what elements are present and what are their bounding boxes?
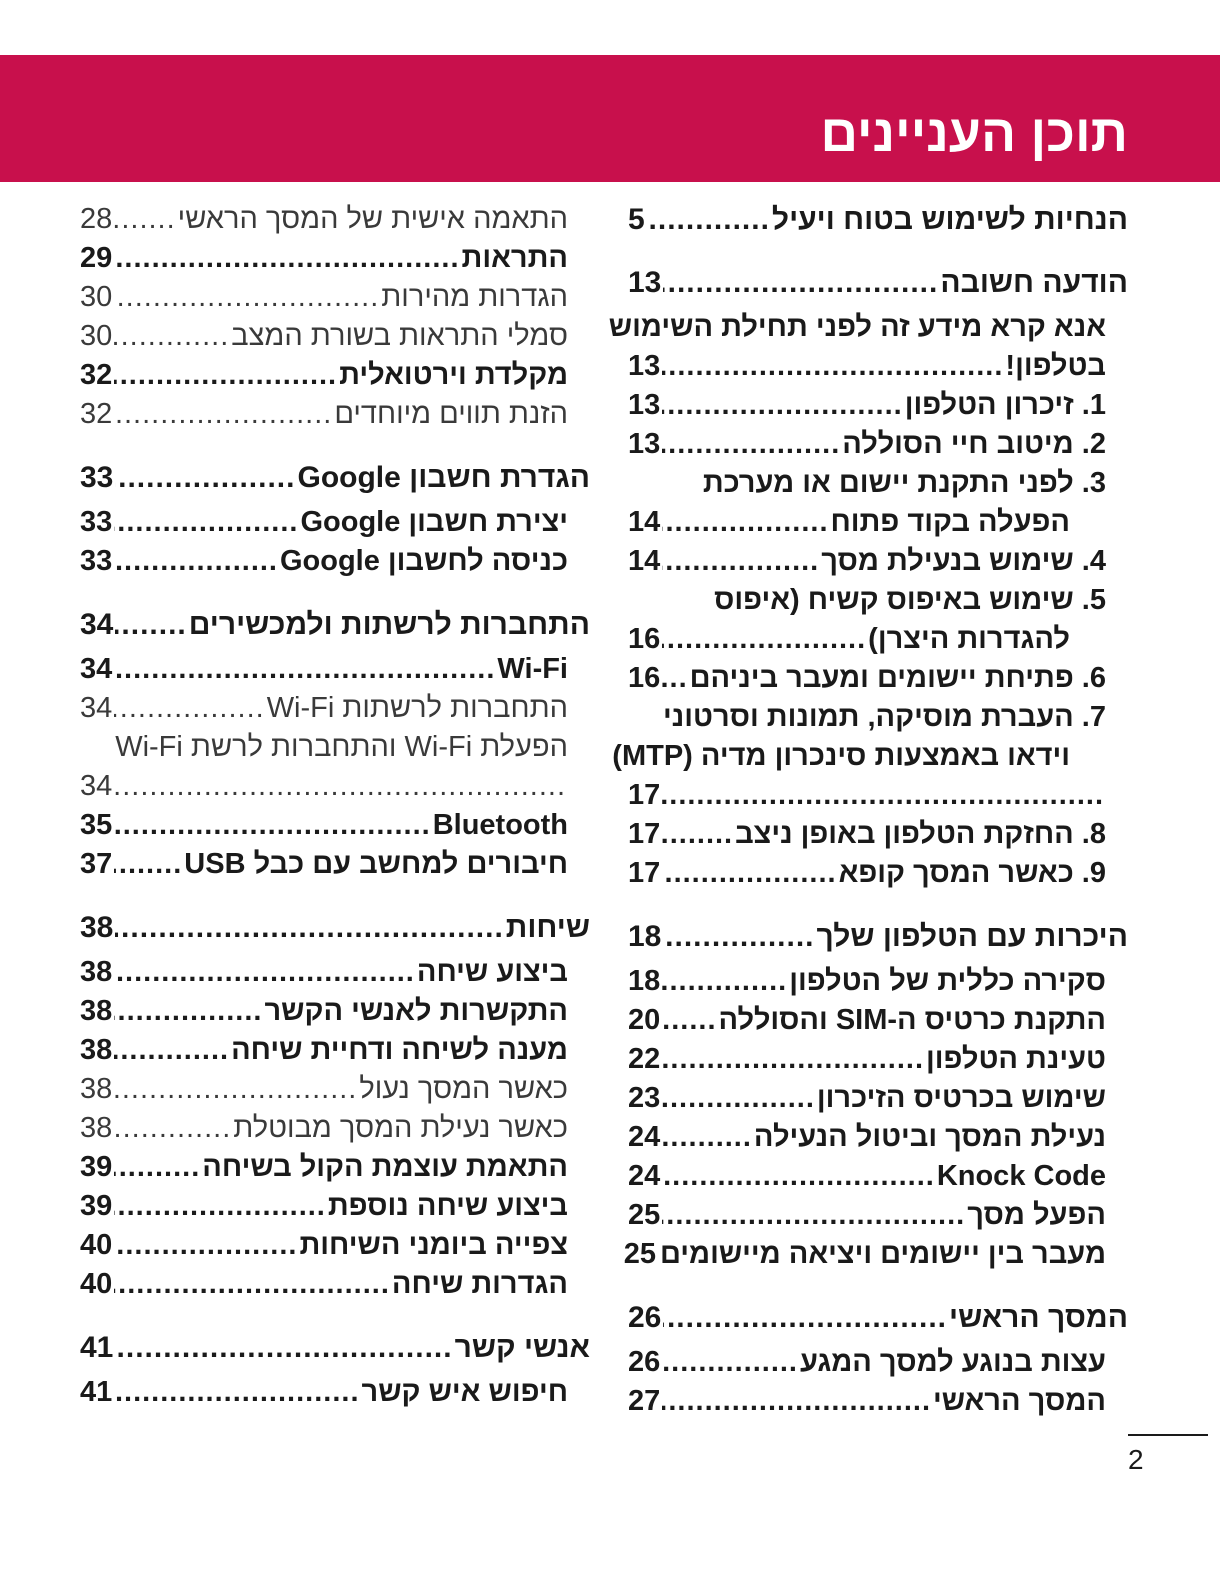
toc-page-number: 38 bbox=[80, 995, 113, 1027]
dot-leader bbox=[647, 200, 770, 239]
toc-section[interactable] bbox=[80, 1328, 590, 1367]
dot-leader bbox=[114, 953, 415, 992]
toc-entry[interactable] bbox=[80, 356, 590, 395]
toc-entry-title: התאמת עוצמת הקול בשיחה bbox=[202, 1151, 568, 1183]
toc-page-number: 38 bbox=[80, 956, 113, 988]
toc-entry[interactable] bbox=[80, 650, 590, 689]
toc-entry-title: בטלפון! bbox=[1005, 350, 1106, 382]
toc-page-number: 32 bbox=[80, 398, 113, 430]
toc-entry-title: התחברות לרשתות ולמכשירים bbox=[188, 608, 590, 641]
dot-leader bbox=[114, 689, 264, 728]
toc-entry-title: הגדרות מהירות bbox=[381, 281, 568, 313]
toc-entry-title: כניסה לחשבון Google bbox=[279, 545, 568, 577]
toc-entry[interactable] bbox=[628, 620, 1128, 659]
toc-page-number: 40 bbox=[80, 1229, 113, 1261]
toc-entry[interactable] bbox=[628, 386, 1128, 425]
toc-page-number: 13 bbox=[628, 350, 661, 382]
dot-leader bbox=[662, 503, 828, 542]
toc-entry-title: Bluetooth bbox=[432, 809, 568, 841]
dot-leader bbox=[114, 1373, 359, 1412]
toc-entry-title: נעילת המסך וביטול הנעילה bbox=[753, 1121, 1106, 1153]
toc-page-number: 22 bbox=[628, 1043, 661, 1075]
toc-page-number: 34 bbox=[80, 770, 113, 802]
dot-leader bbox=[114, 200, 175, 239]
toc-page-number: 20 bbox=[628, 1004, 661, 1036]
toc-entry[interactable] bbox=[80, 992, 590, 1031]
toc-entry-title: Knock Code bbox=[936, 1160, 1106, 1192]
toc-entry-title: הגדרת חשבון Google bbox=[297, 461, 590, 494]
page-title: תוכן העניינים bbox=[820, 105, 1128, 163]
toc-entry[interactable] bbox=[80, 395, 590, 434]
toc-page-number: 33 bbox=[80, 545, 113, 577]
toc-page-number: 18 bbox=[628, 965, 661, 997]
toc-entry-title: הודעה חשובה bbox=[940, 266, 1128, 299]
dot-leader bbox=[114, 356, 337, 395]
dot-leader bbox=[663, 263, 938, 302]
toc-entry-title: המסך הראשי bbox=[933, 1385, 1106, 1417]
toc-entry[interactable] bbox=[628, 1382, 1128, 1421]
toc-entry-title: חיבורים למחשב עם כבל USB bbox=[184, 848, 568, 880]
toc-page-number: 34 bbox=[80, 653, 113, 685]
toc-entry[interactable] bbox=[80, 806, 590, 845]
toc-entry-title: המסך הראשי bbox=[949, 1301, 1128, 1334]
toc-entry[interactable] bbox=[80, 1373, 590, 1412]
dot-leader bbox=[662, 854, 836, 893]
dot-leader bbox=[115, 1328, 452, 1367]
toc-entry[interactable] bbox=[80, 1070, 590, 1109]
dot-leader bbox=[114, 278, 379, 317]
toc-page-number: 34 bbox=[80, 608, 114, 641]
toc-entry-title: שימוש בכרטיס הזיכרון bbox=[816, 1082, 1106, 1114]
toc-entry-line[interactable]: אנא קרא מידע זה לפני תחילת השימוש bbox=[608, 311, 1106, 343]
toc-entry-title: 9. כאשר המסך קופא bbox=[838, 857, 1106, 889]
toc-page-number: 28 bbox=[80, 203, 113, 235]
toc-section[interactable] bbox=[628, 200, 1128, 239]
dot-leader bbox=[662, 1382, 931, 1421]
toc-entry[interactable] bbox=[628, 1118, 1128, 1157]
toc-page-number: 16 bbox=[628, 623, 661, 655]
toc-section[interactable] bbox=[628, 1298, 1128, 1337]
toc-entry-line[interactable]: 7. העברת מוסיקה, תמונות וסרטוני bbox=[663, 701, 1106, 733]
toc-entry-title: ביצוע שיחה נוספת bbox=[327, 1190, 568, 1222]
toc-entry[interactable] bbox=[80, 200, 590, 239]
toc-page-number: 37 bbox=[80, 848, 113, 880]
toc-entry[interactable] bbox=[80, 317, 590, 356]
dot-leader bbox=[662, 620, 866, 659]
dot-leader bbox=[662, 347, 1003, 386]
toc-entry[interactable] bbox=[628, 1157, 1128, 1196]
toc-entry[interactable] bbox=[628, 659, 1128, 698]
toc-entry-title: התקנת כרטיס ה-SIM והסוללה bbox=[718, 1004, 1106, 1036]
dot-leader bbox=[662, 1196, 965, 1235]
toc-entry[interactable] bbox=[628, 1343, 1128, 1382]
dot-leader bbox=[114, 1226, 297, 1265]
page-number: 2 bbox=[1128, 1444, 1144, 1475]
dot-leader bbox=[662, 1079, 815, 1118]
dot-leader bbox=[114, 1031, 229, 1070]
toc-page-number: 38 bbox=[80, 911, 114, 944]
toc-column-left bbox=[80, 200, 590, 1412]
toc-page-number: 13 bbox=[628, 266, 662, 299]
dot-leader bbox=[663, 917, 814, 956]
toc-entry-title: שיחות bbox=[505, 911, 590, 944]
toc-page-number: 13 bbox=[628, 428, 661, 460]
toc-page-number: 34 bbox=[80, 692, 113, 724]
dot-leader bbox=[114, 503, 298, 542]
toc-page-number: 41 bbox=[80, 1331, 114, 1364]
dot-leader bbox=[114, 317, 229, 356]
dot-leader bbox=[114, 767, 566, 806]
toc-entry-title: טעינת הטלפון bbox=[926, 1043, 1106, 1075]
toc-entry-title: הפעלה בקוד פתוח bbox=[830, 506, 1070, 538]
toc-entry[interactable] bbox=[628, 542, 1128, 581]
toc-section[interactable] bbox=[628, 263, 1128, 302]
toc-page-number: 16 bbox=[628, 662, 661, 694]
toc-entry-title: כאשר המסך נעול bbox=[359, 1073, 568, 1105]
dot-leader bbox=[114, 1070, 357, 1109]
toc-entry-title: ביצוע שיחה bbox=[416, 956, 568, 988]
toc-entry-title: סמלי התראות בשורת המצב bbox=[231, 320, 568, 352]
toc-entry-title: הגדרות שיחה bbox=[391, 1268, 568, 1300]
toc-page-number: 30 bbox=[80, 320, 113, 352]
dot-leader bbox=[662, 815, 733, 854]
toc-entry-title: הפעל מסך bbox=[967, 1199, 1106, 1231]
toc-entry-title: אנשי קשר bbox=[454, 1331, 590, 1364]
dot-leader bbox=[662, 1343, 798, 1382]
toc-entry-title: מקלדת וירטואלית bbox=[339, 359, 568, 391]
toc-page-number: 38 bbox=[80, 1073, 113, 1105]
toc-page-number: 39 bbox=[80, 1190, 113, 1222]
toc-entry[interactable] bbox=[628, 854, 1128, 893]
toc-entry[interactable] bbox=[628, 776, 1128, 815]
dot-leader bbox=[114, 1187, 326, 1226]
toc-entry-line[interactable]: 5. שימוש באיפוס קשיח (איפוס bbox=[714, 584, 1106, 616]
toc-page-number: 25 bbox=[623, 1238, 656, 1270]
toc-page-number: 29 bbox=[80, 242, 113, 274]
toc-entry[interactable] bbox=[628, 815, 1128, 854]
toc-entry-title: התקשרות לאנשי הקשר bbox=[264, 995, 568, 1027]
toc-page-number: 18 bbox=[628, 920, 662, 953]
toc-entry[interactable] bbox=[80, 542, 590, 581]
page-number-rule bbox=[1128, 1434, 1208, 1436]
toc-entry-title: מענה לשיחה ודחיית שיחה bbox=[231, 1034, 568, 1066]
toc-entry[interactable] bbox=[80, 767, 590, 806]
toc-entry-title: חיפוש איש קשר bbox=[361, 1376, 568, 1408]
dot-leader bbox=[662, 1001, 716, 1040]
toc-entry-title: התראות bbox=[461, 242, 568, 274]
dot-leader bbox=[114, 1148, 200, 1187]
toc-entry[interactable] bbox=[628, 425, 1128, 464]
toc-page-number: 41 bbox=[80, 1376, 113, 1408]
toc-page-number: 38 bbox=[80, 1112, 113, 1144]
toc-page-number: 38 bbox=[80, 1034, 113, 1066]
toc-entry-title: הזנת תווים מיוחדים bbox=[334, 398, 568, 430]
toc-entry-title: עצות בנוגע למסך המגע bbox=[799, 1346, 1106, 1378]
dot-leader bbox=[662, 1118, 752, 1157]
toc-entry-title: להגדרות היצרן) bbox=[868, 623, 1070, 655]
dot-leader bbox=[662, 962, 787, 1001]
toc-section[interactable] bbox=[80, 458, 590, 497]
toc-entry[interactable] bbox=[80, 503, 590, 542]
toc-entry-title: כאשר נעילת המסך מבוטלת bbox=[233, 1112, 568, 1144]
toc-entry[interactable] bbox=[628, 1196, 1128, 1235]
toc-page-number: 35 bbox=[80, 809, 113, 841]
dot-leader bbox=[114, 542, 278, 581]
toc-entry-title: התאמה אישית של המסך הראשי bbox=[177, 203, 568, 235]
toc-entry[interactable] bbox=[80, 1031, 590, 1070]
dot-leader bbox=[662, 776, 1104, 815]
toc-entry[interactable] bbox=[80, 1109, 590, 1148]
dot-leader bbox=[114, 845, 182, 884]
toc-page-number: 27 bbox=[628, 1385, 661, 1417]
toc-entry[interactable] bbox=[80, 239, 590, 278]
toc-page-number: 17 bbox=[628, 857, 661, 889]
toc-entry[interactable] bbox=[80, 1226, 590, 1265]
toc-page-number: 33 bbox=[80, 506, 113, 538]
toc-page-number: 24 bbox=[628, 1121, 661, 1153]
dot-leader bbox=[663, 1298, 947, 1337]
toc-page-number: 5 bbox=[628, 203, 645, 236]
toc-entry-title: יצירת חשבון Google bbox=[300, 506, 568, 538]
dot-leader bbox=[115, 605, 186, 644]
toc-page-number: 17 bbox=[628, 779, 661, 811]
toc-entry[interactable] bbox=[628, 503, 1128, 542]
toc-page-number: 26 bbox=[628, 1346, 661, 1378]
toc-entry-title: 8. החזקת הטלפון באופן ניצב bbox=[735, 818, 1106, 850]
toc-entry[interactable] bbox=[628, 962, 1128, 1001]
toc-section[interactable] bbox=[628, 917, 1128, 956]
toc-page-number: 24 bbox=[628, 1160, 661, 1192]
toc-entry-title: היכרות עם הטלפון שלך bbox=[816, 920, 1128, 953]
toc-page-number: 32 bbox=[80, 359, 113, 391]
toc-page-number: 14 bbox=[628, 506, 661, 538]
dot-leader bbox=[114, 650, 495, 689]
toc-entry-title: מעבר בין יישומים ויציאה מיישומים bbox=[659, 1238, 1106, 1270]
dot-leader bbox=[115, 458, 295, 497]
toc-entry-title: 4. שימוש בנעילת מסך bbox=[821, 545, 1106, 577]
toc-entry[interactable] bbox=[80, 1265, 590, 1304]
toc-page-number: 39 bbox=[80, 1151, 113, 1183]
toc-page-number: 30 bbox=[80, 281, 113, 313]
toc-page-number: 26 bbox=[628, 1301, 662, 1334]
toc-page-number: 17 bbox=[628, 818, 661, 850]
toc-entry-line[interactable]: וידאו באמצעות סינכרון מדיה (MTP) bbox=[612, 740, 1070, 772]
dot-leader bbox=[662, 1157, 935, 1196]
toc-page-number: 14 bbox=[628, 545, 661, 577]
toc-entry[interactable] bbox=[80, 845, 590, 884]
dot-leader bbox=[662, 425, 840, 464]
dot-leader bbox=[114, 992, 262, 1031]
dot-leader bbox=[662, 542, 819, 581]
toc-entry[interactable] bbox=[628, 1001, 1128, 1040]
toc-entry-line[interactable]: הפעלת Wi-Fi והתחברות לרשת Wi-Fi bbox=[115, 731, 568, 763]
toc-entry-title: 1. זיכרון הטלפון bbox=[904, 389, 1106, 421]
toc-page-number: 13 bbox=[628, 389, 661, 421]
toc-entry[interactable] bbox=[80, 1148, 590, 1187]
toc-page-number: 23 bbox=[628, 1082, 661, 1114]
toc-entry-title: הנחיות לשימוש בטוח ויעיל bbox=[771, 203, 1128, 236]
dot-leader bbox=[662, 1040, 924, 1079]
toc-entry-title: 2. מיטוב חיי הסוללה bbox=[842, 428, 1106, 460]
toc-entry-title: 6. פתיחת יישומים ומעבר ביניהם bbox=[689, 662, 1106, 694]
toc-page-number: 33 bbox=[80, 461, 114, 494]
toc-entry-title: סקירה כללית של הטלפון bbox=[789, 965, 1106, 997]
dot-leader bbox=[114, 239, 459, 278]
toc-page-number: 40 bbox=[80, 1268, 113, 1300]
dot-leader bbox=[114, 806, 430, 845]
toc-entry-line[interactable]: 3. לפני התקנת יישום או מערכת bbox=[702, 467, 1106, 499]
toc-entry[interactable] bbox=[80, 278, 590, 317]
toc-section[interactable] bbox=[80, 908, 590, 947]
toc-entry[interactable] bbox=[628, 1079, 1128, 1118]
toc-section[interactable] bbox=[80, 605, 590, 644]
toc-entry[interactable] bbox=[623, 1235, 1128, 1274]
toc-entry[interactable] bbox=[80, 953, 590, 992]
toc-entry-title: Wi-Fi bbox=[497, 653, 568, 685]
toc-entry[interactable] bbox=[628, 347, 1128, 386]
dot-leader bbox=[115, 908, 503, 947]
toc-column-right bbox=[608, 200, 1128, 1421]
dot-leader bbox=[114, 1109, 231, 1148]
toc-page-number: 25 bbox=[628, 1199, 661, 1231]
dot-leader bbox=[662, 659, 687, 698]
dot-leader bbox=[114, 395, 332, 434]
toc-entry[interactable] bbox=[80, 689, 590, 728]
toc-entry[interactable] bbox=[80, 1187, 590, 1226]
toc-entry-title: צפייה ביומני השיחות bbox=[299, 1229, 568, 1261]
toc-entry[interactable] bbox=[628, 1040, 1128, 1079]
dot-leader bbox=[662, 386, 902, 425]
toc-entry-title: התחברות לרשתות Wi-Fi bbox=[266, 692, 568, 724]
dot-leader bbox=[114, 1265, 390, 1304]
